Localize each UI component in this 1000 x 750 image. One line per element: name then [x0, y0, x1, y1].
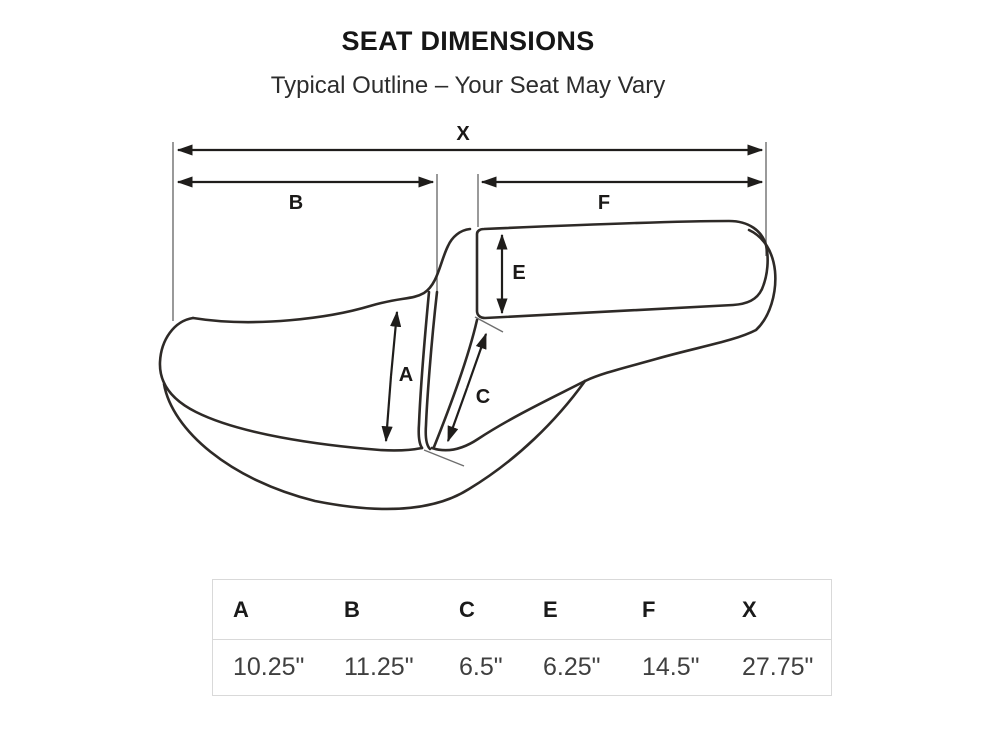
table-header-b: B [344, 596, 360, 622]
label-a: A [398, 364, 414, 386]
seat-outline [160, 221, 775, 509]
label-e: E [512, 262, 526, 284]
table-header-row [213, 580, 831, 640]
extension-lines [173, 142, 766, 466]
seat-nose-bottom-edge [160, 318, 422, 450]
table-value-row [213, 640, 831, 695]
seat-passenger-front-edge [434, 320, 477, 447]
table-header-x: X [742, 596, 757, 622]
table-header-f: F [642, 596, 656, 622]
dim-a-up [391, 312, 397, 376]
dimension-labels [289, 123, 610, 408]
table-value-c: 6.5" [459, 653, 503, 681]
table-value-f: 14.5" [642, 653, 700, 681]
seat-rear-outer-edge [585, 230, 775, 381]
dim-c-up [467, 334, 486, 388]
dimension-arrows [178, 150, 762, 441]
tick-c-bottom [424, 450, 464, 466]
table-value-e: 6.25" [543, 653, 601, 681]
label-x: X [456, 123, 470, 145]
table-header-a: A [233, 596, 249, 622]
table-header-c: C [459, 596, 475, 622]
table-value-b: 11.25" [344, 653, 414, 681]
page-subtitle: Typical Outline – Your Seat May Vary [270, 72, 666, 99]
label-b: B [288, 192, 304, 214]
label-f: F [597, 192, 611, 214]
tick-c-top [475, 317, 503, 332]
dim-c-down [448, 388, 467, 441]
dim-a-down [386, 376, 391, 441]
seat-step-seam-1 [419, 292, 429, 448]
table-value-x: 27.75" [742, 653, 814, 681]
page-title: SEAT DIMENSIONS [341, 26, 595, 56]
dimension-table [212, 579, 832, 696]
table-value-a: 10.25" [233, 653, 305, 681]
label-c: C [475, 386, 491, 408]
seat-skirt [164, 381, 585, 509]
table-header-e: E [543, 596, 558, 622]
